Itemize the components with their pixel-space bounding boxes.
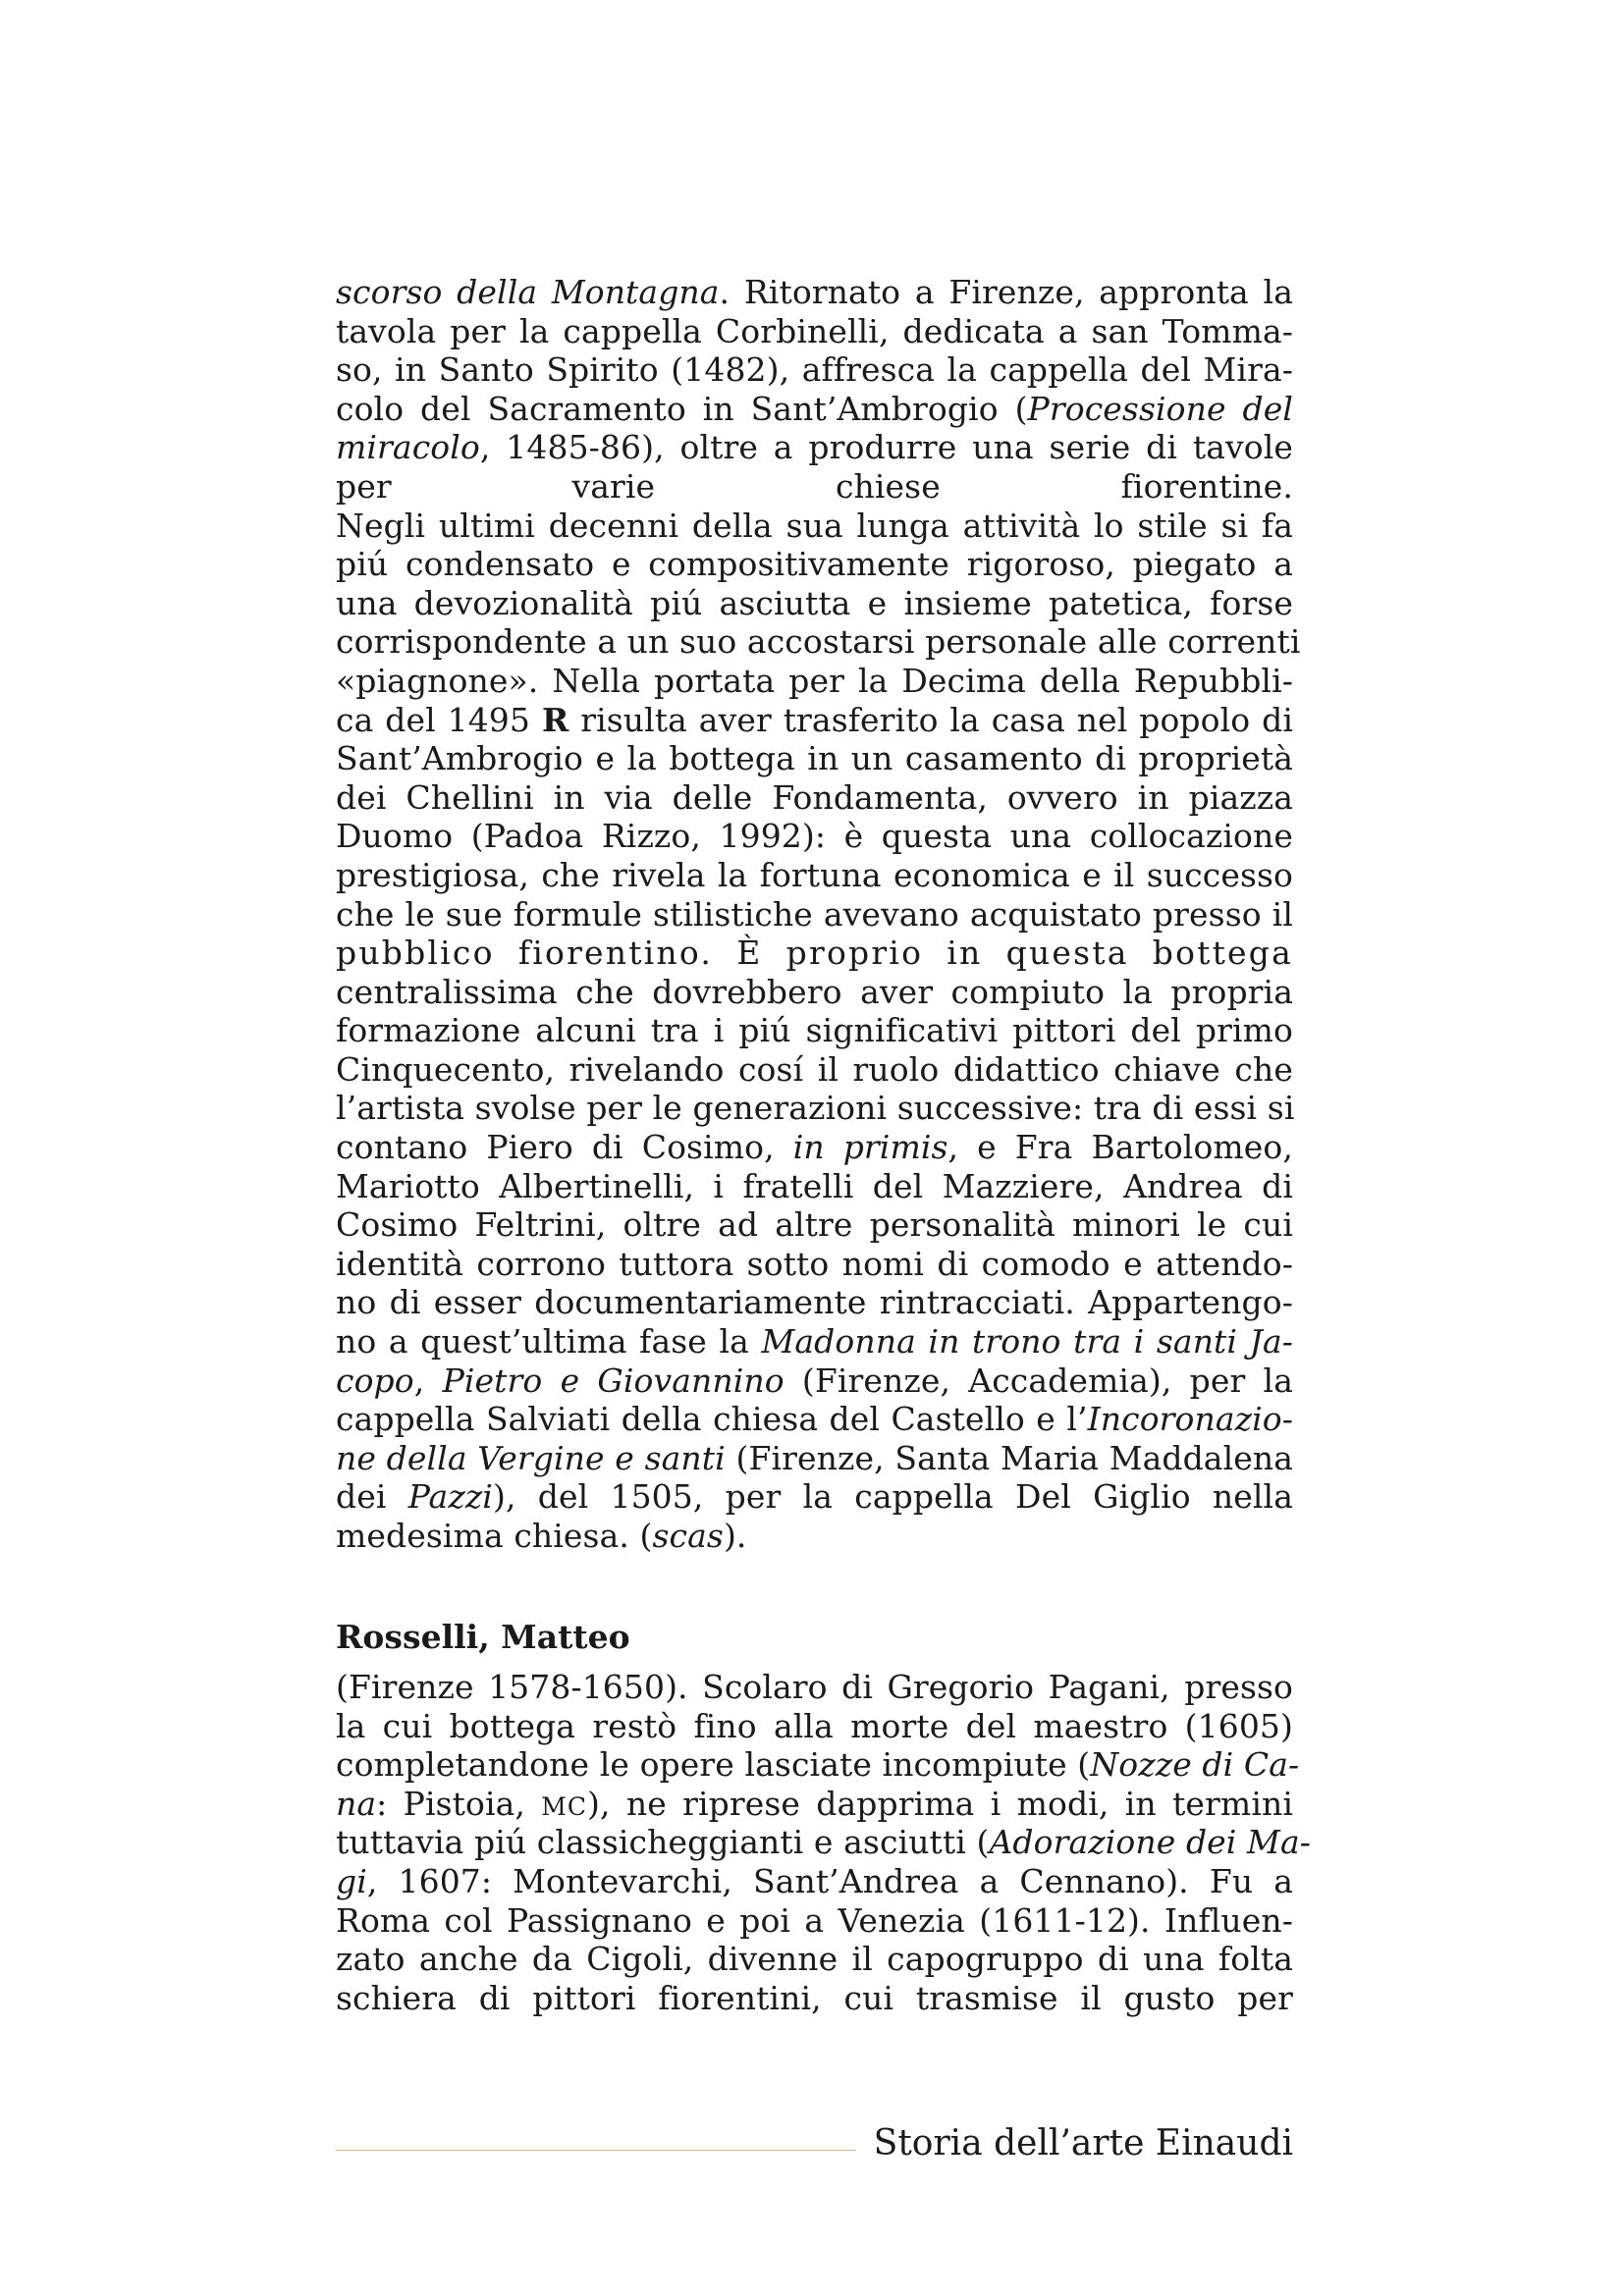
text-run: Duomo (Padoa Rizzo, 1992): è questa una collocazione [336, 817, 1293, 856]
text-run: pubblico fiorentino. È proprio in questa bottega [336, 934, 1293, 973]
text-line [336, 350, 1293, 390]
text-run: Madonna in trono tra i santi Ja- [761, 1322, 1294, 1362]
text-line [336, 1128, 1293, 1167]
text-run: Cosimo Feltrini, oltre ad altre personalità minori le cui [336, 1205, 1293, 1245]
footer-rule [336, 2150, 856, 2151]
text-run: una devozionalità piú asciutta e insieme patetica, forse [336, 583, 1293, 622]
text-run: ), ne riprese dapprima i modi, in termini [587, 1784, 1293, 1823]
text-run: . Ritornato a Firenze, appronta la [719, 273, 1293, 311]
text-run: dei [336, 1477, 408, 1517]
text-run: medesima chiesa. ( [336, 1517, 653, 1555]
text-run: per varie chiese fiorentine. [336, 466, 1293, 506]
text-run: scas [652, 1517, 724, 1555]
text-run: colo del Sacramento in Sant’Ambrogio ( [336, 389, 1028, 428]
text-run: Sant’Ambrogio e la bottega in un casamento di proprietà [336, 739, 1293, 778]
text-line [336, 1823, 1311, 1862]
page-footer [336, 2120, 1293, 2169]
text-line [336, 1668, 1293, 1707]
text-line [336, 1283, 1293, 1322]
text-run: cappella Salviati della chiesa del Castello e l’ [336, 1400, 1088, 1439]
text-line [336, 701, 1293, 740]
text-line [336, 934, 1293, 973]
text-line [336, 1011, 1293, 1050]
text-run: «piagnone». Nella portata per la Decima della Repubbli- [336, 661, 1293, 700]
text-run: so, in Santo Spirito (1482), affresca la cappella del Mira- [336, 350, 1293, 390]
text-line [336, 467, 1293, 507]
text-run: no a quest’ultima fase la [336, 1322, 762, 1362]
text-line [336, 273, 1293, 312]
text-run: R [541, 700, 569, 739]
text-run: Negli ultimi decenni della sua lunga attività lo stile si fa [336, 506, 1293, 545]
text-line [336, 1089, 1293, 1128]
text-run: l’artista svolse per le generazioni successive: tra di essi si [336, 1089, 1295, 1128]
footer-title: Storia dell’arte Einaudi [873, 2123, 1293, 2163]
text-run: ne della Vergine e santi [336, 1438, 726, 1477]
text-line [336, 1901, 1293, 1941]
text-run: (Firenze 1578-1650). Scolaro di Gregorio Pagani, presso [336, 1668, 1293, 1706]
text-run: identità corrono tuttora sotto nomi di comodo e attendo- [336, 1244, 1293, 1283]
text-line [336, 1785, 1293, 1824]
text-run: Mariotto Albertinelli, i fratelli del Mazziere, Andrea di [336, 1166, 1293, 1205]
text-run: (Firenze, Accademia), per la [784, 1361, 1293, 1400]
text-line [336, 973, 1293, 1012]
text-line [336, 1707, 1293, 1746]
text-line [336, 1400, 1293, 1439]
text-line [336, 1745, 1300, 1785]
text-run: copo [336, 1361, 414, 1400]
text-run: schiera di pittori fiorentini, cui trasmise il gusto per [336, 1978, 1293, 2017]
text-run: la cui bottega restò fino alla morte del maestro (1605) [336, 1706, 1293, 1745]
text-line [336, 856, 1293, 895]
text-run: tavola per la cappella Corbinelli, dedicata a san Tomma- [336, 311, 1293, 350]
text-line [336, 817, 1293, 856]
text-run: Processione del [1027, 389, 1293, 428]
text-run: , 1485-86), oltre a produrre una serie di tavole [479, 428, 1293, 467]
text-line [336, 545, 1293, 584]
body-text-continuation [336, 273, 1301, 1556]
body-text-entry [336, 1668, 1311, 2017]
text-run: miracolo [336, 428, 480, 467]
text-run: Cinquecento, rivelando cosí il ruolo didattico chiave che [336, 1049, 1293, 1089]
text-line [336, 1322, 1293, 1362]
text-run: Adorazione dei Ma- [989, 1823, 1311, 1862]
text-run: : Pistoia, [376, 1784, 542, 1823]
text-run: gi [336, 1861, 367, 1900]
text-run: piú condensato e compositivamente rigoroso, piegato a [336, 545, 1293, 584]
text-run: contano Piero di Cosimo, [336, 1128, 793, 1167]
text-run: dei Chellini in via delle Fondamenta, ovvero in piazza [336, 777, 1293, 817]
text-run: Pazzi [407, 1477, 493, 1517]
text-line [336, 428, 1293, 467]
text-line [336, 1477, 1293, 1517]
text-line [336, 584, 1293, 623]
text-line [336, 1245, 1293, 1284]
text-run: prestigiosa, che rivela la fortuna economica e il successo [336, 855, 1293, 894]
text-line [336, 1167, 1293, 1206]
text-line [336, 390, 1293, 429]
text-run: che le sue formule stilistiche avevano acquistato presso il [336, 894, 1293, 934]
text-run: , 1607: Montevarchi, Sant’Andrea a Cennano). Fu a [366, 1861, 1293, 1900]
entry-heading: Rosselli, Matteo [336, 1618, 630, 1656]
text-line [336, 1439, 1293, 1478]
text-line [336, 622, 1301, 662]
text-line [336, 1205, 1293, 1245]
text-line [336, 778, 1293, 818]
text-line [336, 1362, 1293, 1401]
text-run: scorso della Montagna [336, 273, 720, 311]
text-run: Nozze di Ca- [1090, 1745, 1300, 1785]
text-run: (Firenze, Santa Maria Maddalena [725, 1438, 1293, 1477]
text-line [336, 1050, 1293, 1090]
text-run: ca del 1495 [336, 700, 542, 739]
text-run: zato anche da Cigoli, divenne il capogruppo di una folta [336, 1940, 1293, 1979]
text-run: corrispondente a un suo accostarsi personale alle correnti [336, 622, 1301, 662]
text-line [336, 1517, 1293, 1556]
text-line [336, 895, 1293, 934]
text-run: completandone le opere lasciate incompiute ( [336, 1745, 1091, 1785]
text-run: no di esser documentariamente rintracciati. Appartengo- [336, 1283, 1293, 1322]
text-run: Roma col Passignano e poi a Venezia (1611-12). Influen- [336, 1900, 1293, 1940]
text-line [336, 739, 1293, 778]
text-run: MC [541, 1791, 587, 1821]
text-run: Pietro e Giovannino [442, 1361, 784, 1400]
text-line [336, 507, 1293, 546]
text-run: in primis [792, 1128, 948, 1167]
text-line [336, 1862, 1293, 1901]
text-run: formazione alcuni tra i piú significativi pittori del primo [336, 1011, 1293, 1050]
text-run: na [336, 1784, 377, 1823]
text-line [336, 312, 1293, 351]
text-line [336, 662, 1293, 701]
text-run: tuttavia piú classicheggianti e asciutti ( [336, 1823, 990, 1862]
text-run: Incoronazio- [1087, 1400, 1293, 1439]
text-run: , [413, 1361, 443, 1400]
text-run: , e Fra Bartolomeo, [947, 1128, 1293, 1167]
text-run: ). [723, 1517, 747, 1555]
text-line [336, 1979, 1293, 2018]
text-run: centralissima che dovrebbero aver compiuto la propria [336, 972, 1293, 1011]
text-run: risulta aver trasferito la casa nel popolo di [568, 700, 1293, 739]
text-run: ), del 1505, per la cappella Del Giglio nella [492, 1477, 1293, 1517]
text-line [336, 1940, 1293, 1979]
